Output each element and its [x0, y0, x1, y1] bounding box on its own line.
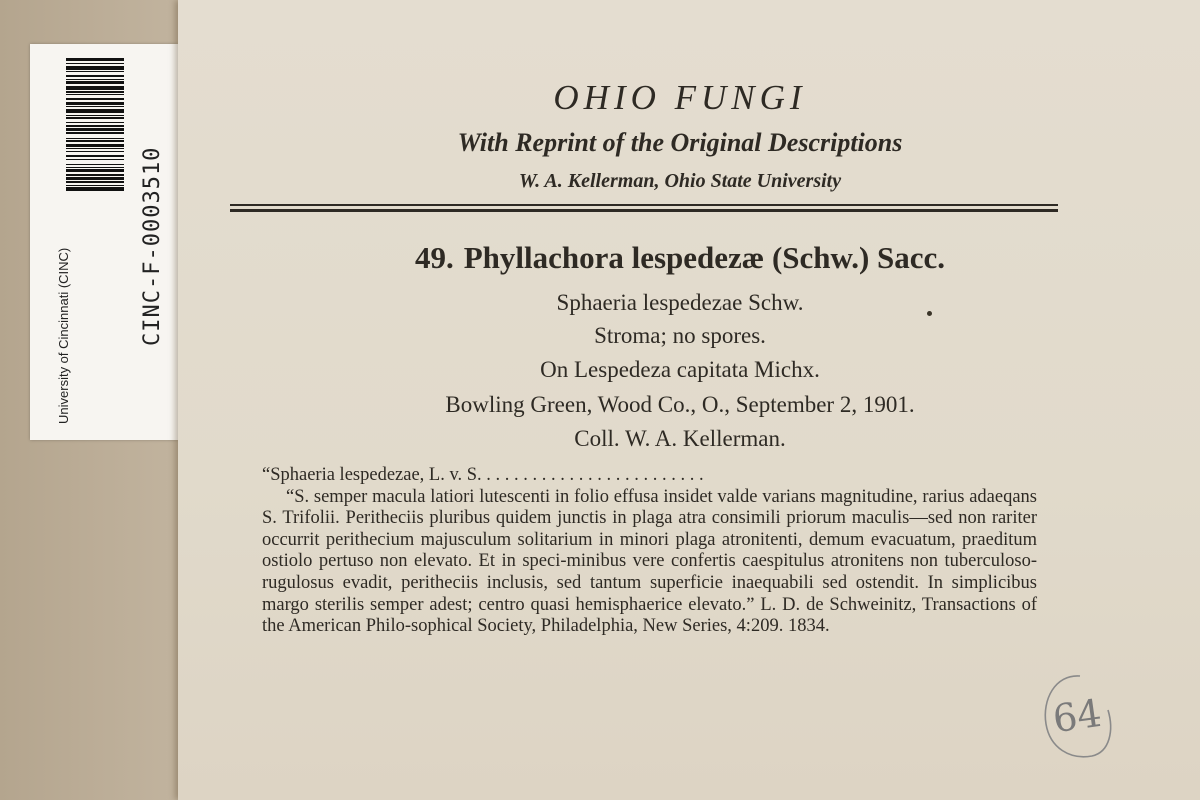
synonym: Sphaeria lespedezae Schw.	[556, 290, 804, 315]
series-title: OHIO FUNGI	[553, 78, 807, 117]
locality: Bowling Green, Wood Co., O., September 2, 1901.	[445, 392, 915, 417]
notes: Stroma; no spores.	[594, 323, 766, 348]
host: On Lespedeza capitata Michx.	[540, 357, 820, 382]
catalog-number: CINC-F-0003510	[140, 146, 165, 346]
handwritten-number: 64	[1050, 690, 1105, 742]
ink-spot	[927, 311, 932, 316]
barcode	[66, 58, 124, 412]
institution-text: University of Cincinnati (CINC)	[56, 247, 71, 424]
series-subtitle: With Reprint of the Original Descriptions	[457, 128, 903, 157]
description-body: “S. semper macula latiori lutescenti in folio effusa insidet valde varians magnitudine, rarius adaeqans S. Trifolii. Peritheciis pluribus quidem junctis in plaga atra consimili priorum maculis—sed non rariter occurrit perithecium majusculum solitarium in minori plaga atronitenti, demum evacuatum, praeditum ostiolo pertuso non elevato. Et in speci-minibus vere confertis caespitulus atronitens non tuberculoso-rugulosus evadit, peritheciis inclusis, sed tantum superficie inaequabili sed ostendit. In simplicibus margo sterilis semper adest; centro quasi hemisphaerice elevato.” L. D. de Schweinitz, Transactions of the American Philo-sophical Society, Philadelphia, New Series, 4:209. 1834.	[262, 486, 1037, 637]
barcode-bar	[66, 191, 124, 193]
description-heading: “Sphaeria lespedezae, L. v. S. . . . . . . . . . . . . . . . . . . . . . . . .	[262, 465, 704, 485]
series-author: W. A. Kellerman, Ohio State University	[518, 170, 842, 192]
original-description	[262, 465, 1037, 638]
entry-number: 49.	[414, 240, 454, 275]
divider-thick	[230, 209, 1058, 212]
collector: Coll. W. A. Kellerman.	[574, 426, 786, 451]
species-heading	[200, 240, 1160, 276]
species-name: Phyllachora lespedezæ (Schw.) Sacc.	[463, 240, 946, 275]
divider-thin	[230, 204, 1058, 206]
